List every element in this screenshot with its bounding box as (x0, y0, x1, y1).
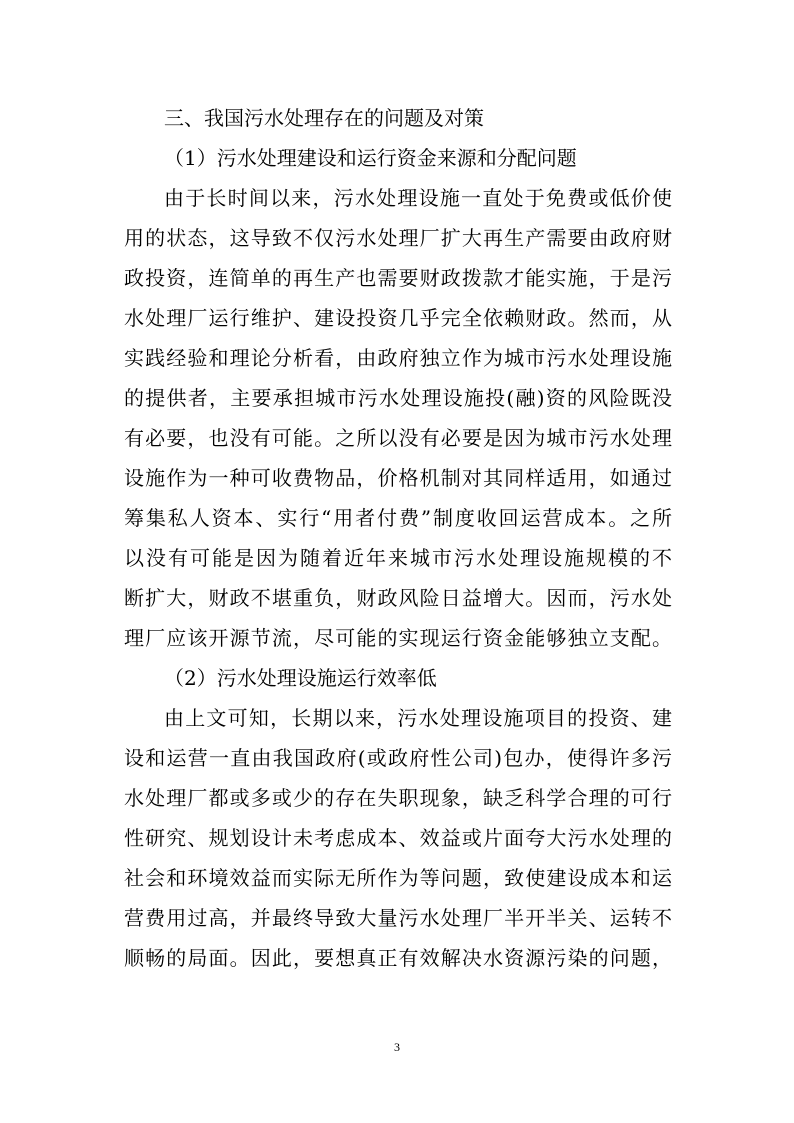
paragraph-2-line: 性研究、规划设计未考虑成本、效益或片面夸大污水处理的 (124, 826, 672, 850)
section-heading: 三、我国污水处理存在的问题及对策 (164, 106, 484, 130)
paragraph-1-line: 政投资，连简单的再生产也需要财政拨款才能实施，于是污 (124, 266, 672, 290)
subheading-2: （2）污水处理设施运行效率低 (164, 666, 437, 690)
paragraph-2-line: 水处理厂都或多或少的存在失职现象，缺乏科学合理的可行 (124, 786, 672, 810)
paragraph-2-line: 社会和环境效益而实际无所作为等问题，致使建设成本和运 (124, 866, 672, 890)
paragraph-1-line: 水处理厂运行维护、建设投资几乎完全依赖财政。然而，从 (124, 306, 672, 330)
paragraph-1-line: 用的状态，这导致不仅污水处理厂扩大再生产需要由政府财 (124, 226, 672, 250)
paragraph-2-line: 顺畅的局面。因此，要想真正有效解决水资源污染的问题， (124, 946, 672, 970)
paragraph-1-line: 有必要，也没有可能。之所以没有必要是因为城市污水处理 (124, 426, 672, 450)
paragraph-2-line: 由上文可知，长期以来，污水处理设施项目的投资、建 (164, 706, 672, 730)
paragraph-2-line: 设和运营一直由我国政府(或政府性公司)包办，使得许多污 (124, 746, 672, 770)
paragraph-2-line: 营费用过高，并最终导致大量污水处理厂半开半关、运转不 (124, 906, 672, 930)
paragraph-1-line: 由于长时间以来，污水处理设施一直处于免费或低价使 (164, 186, 672, 210)
paragraph-1-line: 断扩大，财政不堪重负，财政风险日益增大。因而，污水处 (124, 586, 672, 610)
paragraph-1-line: 以没有可能是因为随着近年来城市污水处理设施规模的不 (124, 546, 672, 570)
paragraph-1-line: 设施作为一种可收费物品，价格机制对其同样适用，如通过 (124, 466, 672, 490)
page-number: 3 (394, 1040, 400, 1054)
subheading-1: （1）污水处理建设和运行资金来源和分配问题 (164, 146, 577, 170)
paragraph-1-line: 筹集私人资本、实行“用者付费”制度收回运营成本。之所 (124, 506, 672, 530)
paragraph-1-line: 实践经验和理论分析看，由政府独立作为城市污水处理设施 (124, 346, 672, 370)
paragraph-1-line: 的提供者，主要承担城市污水处理设施投(融)资的风险既没 (124, 386, 672, 410)
paragraph-1-line: 理厂应该开源节流，尽可能的实现运行资金能够独立支配。 (124, 626, 672, 650)
